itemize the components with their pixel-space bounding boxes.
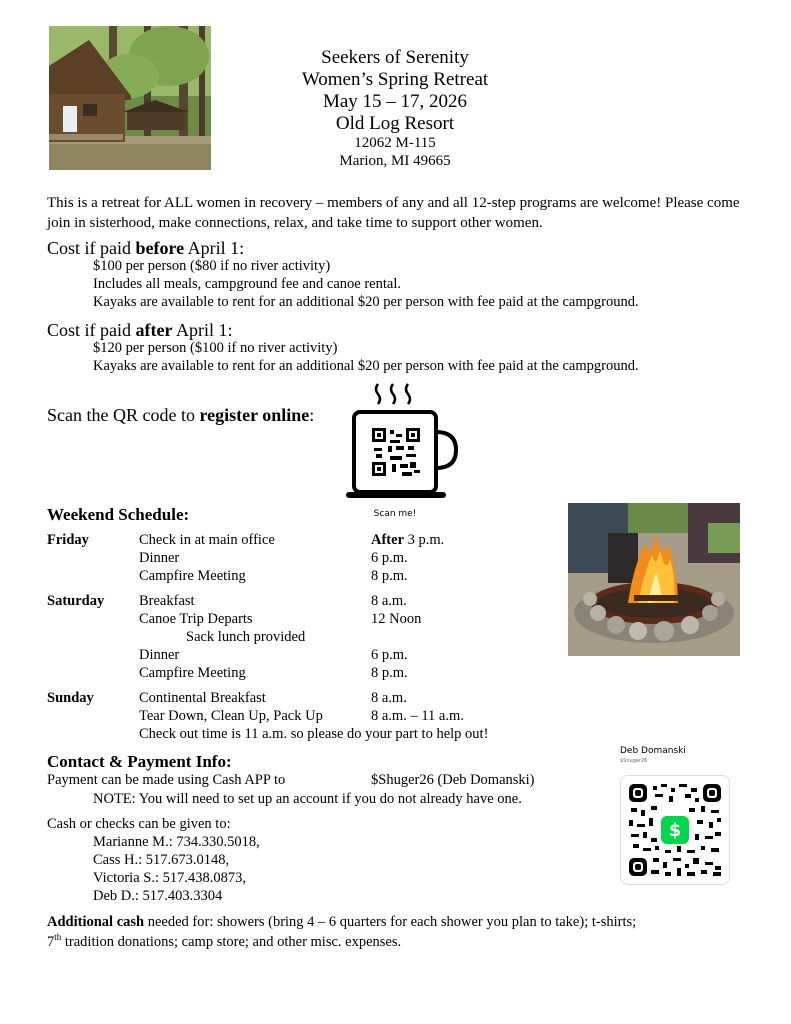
schedule-event: Tear Down, Clean Up, Pack Up xyxy=(139,708,323,724)
schedule-event: Campfire Meeting xyxy=(139,665,246,681)
scan-me-label: Scan me! xyxy=(373,509,417,519)
register-prefix: Scan the QR code to xyxy=(47,405,200,425)
schedule-time: 8 p.m. xyxy=(371,568,408,584)
cost-before-heading xyxy=(47,238,244,259)
day-friday: Friday xyxy=(47,532,89,548)
event-name: Women’s Spring Retreat xyxy=(301,69,489,91)
schedule-event: Check in at main office xyxy=(139,532,275,548)
cost-before-line: Kayaks are available to rent for an additional $20 per person with fee paid at the campground. xyxy=(93,294,639,310)
day-sunday: Sunday xyxy=(47,690,94,706)
register-suffix: : xyxy=(309,405,315,425)
org-name: Seekers of Serenity xyxy=(321,47,469,68)
cost-after-suffix: April 1: xyxy=(172,320,233,340)
schedule-time: 12 Noon xyxy=(371,611,422,627)
qr-owner-name: Deb Domanski xyxy=(620,746,686,756)
cost-after-line: $120 per person ($100 if no river activity) xyxy=(93,340,338,356)
tradition-number: 7 xyxy=(47,933,55,950)
additional-cash-line-2 xyxy=(47,932,401,951)
contact-person: Victoria S.: 517.438.0873, xyxy=(93,870,246,886)
contact-person: Marianne M.: 734.330.5018, xyxy=(93,834,260,850)
cost-before-bold: before xyxy=(135,238,185,258)
schedule-event: Campfire Meeting xyxy=(139,568,246,584)
register-text xyxy=(47,405,314,426)
schedule-time-text: 3 p.m. xyxy=(404,532,445,548)
event-header xyxy=(250,47,540,170)
schedule-time xyxy=(371,532,444,549)
address-line-2: Marion, MI 49665 xyxy=(339,152,451,169)
cost-before-line: $100 per person ($80 if no river activity) xyxy=(93,258,331,274)
additional-cash-text-2: tradition donations; camp store; and other misc. expenses. xyxy=(61,933,402,950)
contact-person: Deb D.: 517.403.3304 xyxy=(93,888,223,904)
cashapp-logo-icon: $ xyxy=(661,816,689,844)
cost-after-line: Kayaks are available to rent for an additional $20 per person with fee paid at the campground. xyxy=(93,358,639,374)
schedule-time: 8 p.m. xyxy=(371,665,408,681)
contact-person: Cass H.: 517.673.0148, xyxy=(93,852,230,868)
schedule-time: 8 a.m. xyxy=(371,690,407,706)
schedule-time: 6 p.m. xyxy=(371,647,408,663)
schedule-event: Continental Breakfast xyxy=(139,690,266,706)
cost-after-heading xyxy=(47,320,232,341)
additional-cash-line-1 xyxy=(47,914,636,931)
qr-owner-tag: $Shuger26 xyxy=(620,758,648,764)
contact-heading: Contact & Payment Info: xyxy=(47,752,232,771)
cost-before-suffix: April 1: xyxy=(184,238,245,258)
schedule-event: Dinner xyxy=(139,647,180,663)
cashapp-qr-code[interactable] xyxy=(620,775,730,885)
cashtag: $Shuger26 (Deb Domanski) xyxy=(371,772,535,788)
schedule-time: 6 p.m. xyxy=(371,550,408,566)
schedule-event: Breakfast xyxy=(139,593,195,609)
register-bold: register online xyxy=(199,405,310,425)
schedule-time-bold: After xyxy=(371,532,405,548)
cost-before-prefix: Cost if paid xyxy=(47,238,136,258)
tradition-suffix: th xyxy=(54,932,62,942)
register-qr-code[interactable] xyxy=(340,380,460,519)
campfire-photo xyxy=(568,503,740,656)
coffee-mug-icon xyxy=(340,380,460,510)
schedule-time: 8 a.m. – 11 a.m. xyxy=(371,708,464,724)
account-note: NOTE: You will need to set up an account if you do not already have one. xyxy=(93,791,522,807)
schedule-heading: Weekend Schedule: xyxy=(47,505,190,524)
schedule-note: Sack lunch provided xyxy=(186,629,306,645)
cost-before-line: Includes all meals, campground fee and canoe rental. xyxy=(93,276,401,292)
schedule-time: 8 a.m. xyxy=(371,593,407,609)
venue-name: Old Log Resort xyxy=(335,113,455,135)
cost-after-prefix: Cost if paid xyxy=(47,320,136,340)
schedule-event: Dinner xyxy=(139,550,180,566)
cost-after-bold: after xyxy=(135,320,173,340)
intro-paragraph: This is a retreat for ALL women in recovery – members of any and all 12-step programs are welcome! Please come join in sisterhood, make connections, relax, and take time to support other women. xyxy=(47,195,740,231)
payment-label: Payment can be made using Cash APP to xyxy=(47,772,286,788)
schedule-event: Canoe Trip Departs xyxy=(139,611,253,627)
additional-cash-text: needed for: showers (bring 4 – 6 quarters for each shower you plan to take); t-shirts; xyxy=(144,914,637,930)
cash-label: Cash or checks can be given to: xyxy=(47,816,231,832)
event-dates: May 15 – 17, 2026 xyxy=(322,91,468,113)
additional-cash-bold: Additional cash xyxy=(47,914,145,930)
checkout-note: Check out time is 11 a.m. so please do your part to help out! xyxy=(139,726,489,742)
address-line-1: 12062 M-115 xyxy=(354,135,436,152)
cabin-photo xyxy=(49,26,211,170)
day-saturday: Saturday xyxy=(47,593,105,609)
